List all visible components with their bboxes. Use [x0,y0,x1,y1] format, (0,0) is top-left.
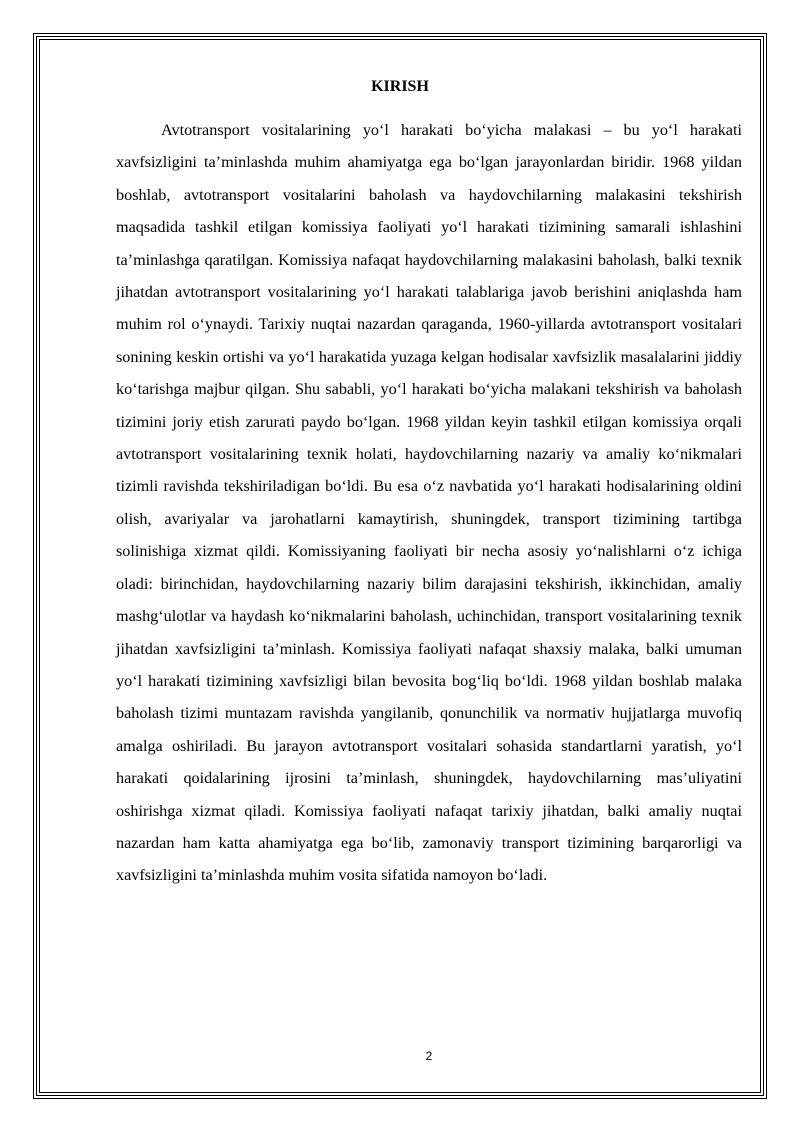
section-heading: KIRISH [371,78,429,95]
page-number: 2 [425,1049,433,1063]
body-paragraph: Avtotransport vositalarining yo‘l harakati bo‘yicha malakasi – bu yo‘l harakati xavfsizligini ta’minlashda muhim ahamiyatga ega bo‘lgan jarayonlardan biridir. 1968 yildan boshlab, avtotransport vositalarini baholash va haydovchilarning malakasini tekshirish maqsadida tashkil etilgan komissiya faoliyati yo‘l harakati tizimining samarali ishlashini ta’minlashga qaratilgan. Komissiya nafaqat haydovchilarning malakasini baholash, balki texnik jihatdan avtotransport vositalarining yo‘l harakati talablariga javob berishini aniqlashda ham muhim rol o‘ynaydi. Tarixiy nuqtai nazardan qaraganda, 1960-yillarda avtotransport vositalari sonining keskin ortishi va yo‘l harakatida yuzaga kelgan hodisalar xavfsizlik masalalarini jiddiy ko‘tarishga majbur qilgan. Shu sababli, yo‘l harakati bo‘yicha malakani tekshirish va baholash tizimini joriy etish zarurati paydo bo‘lgan. 1968 yildan keyin tashkil etilgan komissiya orqali avtotransport vositalarining texnik holati, haydovchilarning nazariy va amaliy ko‘nikmalari tizimli ravishda tekshiriladigan bo‘ldi. Bu esa o‘z navbatida yo‘l harakati hodisalarining oldini olish, avariyalar va jarohatlarni kamaytirish, shuningdek, transport tizimining tartibga solinishiga xizmat qildi. Komissiyaning faoliyati bir necha asosiy yo‘nalishlarni o‘z ichiga oladi: birinchidan, haydovchilarning nazariy bilim darajasini tekshirish, ikkinchidan, amaliy mashg‘ulotlar va haydash ko‘nikmalarini baholash, uchinchidan, transport vositalarining texnik jihatdan xavfsizligini ta’minlash. Komissiya faoliyati nafaqat shaxsiy malaka, balki umuman yo‘l harakati tizimining xavfsizligi bilan bevosita bog‘liq bo‘ldi. 1968 yildan boshlab malaka baholash tizimi muntazam ravishda yangilanib, qonunchilik va normativ hujjatlarga muvofiq amalga oshiriladi. Bu jarayon avtotransport vositalari sohasida standartlarni yaratish, yo‘l harakati qoidalarining ijrosini ta’minlash, shuningdek, haydovchilarning mas’uliyatini oshirishga xizmat qiladi. Komissiya faoliyati nafaqat tarixiy jihatdan, balki amaliy nuqtai nazardan ham katta ahamiyatga ega bo‘lib, zamonaviy transport tizimining barqarorligi va xavfsizligini ta’minlashda muhim vosita sifatida namoyon bo‘ladi. [116,121,742,885]
